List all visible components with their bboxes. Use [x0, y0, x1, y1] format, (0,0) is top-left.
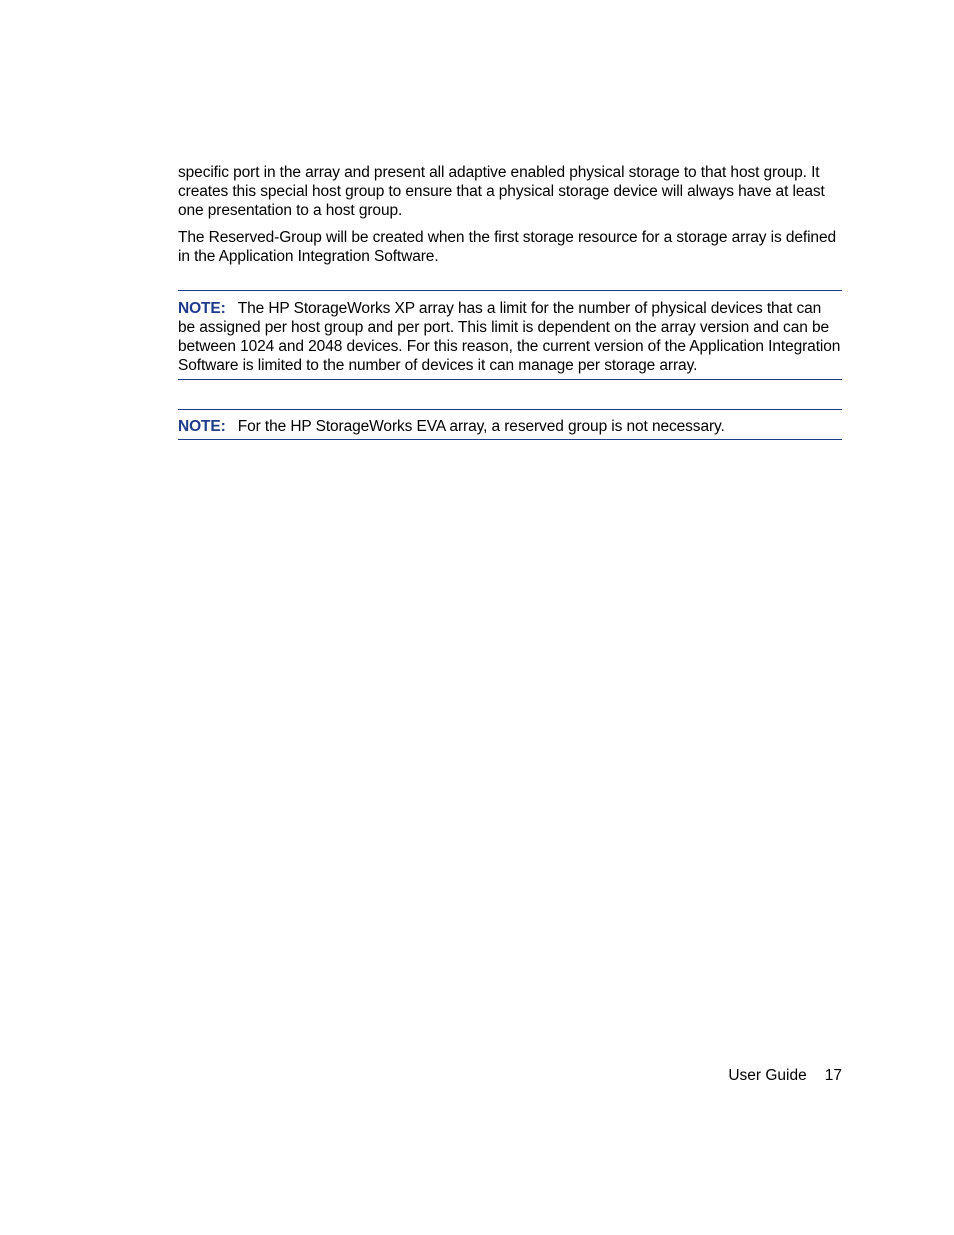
body-paragraph-1: specific port in the array and present all adaptive enabled physical storage to that host group. It creates this special host group to ensure that a physical storage device will always have at least one presentation to a host group. — [178, 164, 825, 219]
note-box-xp-limit — [178, 290, 842, 380]
page-footer — [728, 1066, 842, 1085]
note-text: The HP StorageWorks XP array has a limit for the number of physical devices that can be assigned per host group and per port. This limit is dependent on the array version and can be between 1024 and 2048 devices. For this reason, the current version of the Application Integration Software is limited to the number of devices it can manage per storage array. — [178, 300, 841, 374]
note-label: NOTE: — [178, 418, 226, 435]
page-number: 17 — [824, 1067, 842, 1084]
footer-title: User Guide — [728, 1067, 807, 1084]
note-text: For the HP StorageWorks EVA array, a reserved group is not necessary. — [237, 418, 725, 435]
note-label: NOTE: — [178, 300, 226, 317]
body-paragraph-2: The Reserved-Group will be created when the first storage resource for a storage array is defined in the Application Integration Software. — [178, 229, 836, 265]
note-box-eva — [178, 409, 842, 440]
page-content — [178, 163, 842, 440]
